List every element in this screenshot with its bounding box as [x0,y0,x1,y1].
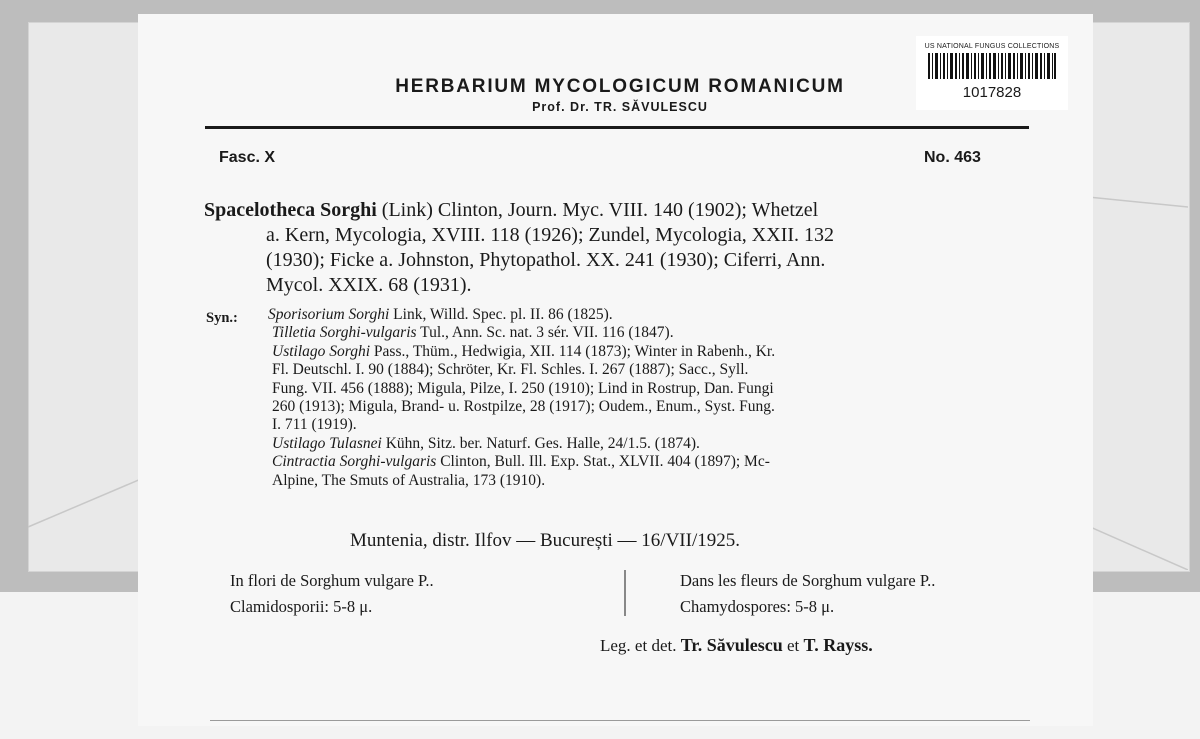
header-rule [205,126,1029,129]
fascicle-number: Fasc. X [219,149,276,166]
column-divider [624,570,626,616]
synonym-line [268,453,1038,471]
synonym-line: 260 (1913); Migula, Brand- u. Rostpilze, 28 (1917); Oudem., Enum., Syst. Fung. [272,398,775,416]
synonym-line [268,324,1038,342]
barcode-label [916,36,1068,110]
synonym-line [268,306,1038,324]
synonym-line: I. 711 (1919). [272,416,357,434]
synonym-citation: Pass., Thüm., Hedwigia, XII. 114 (1873); Winter in Rabenh., Kr. [370,342,776,360]
collectors [600,635,873,656]
collector-name: T. Rayss. [803,635,873,655]
synonym-name: Ustilago Tulasnei [272,434,382,452]
synonym-citation: Link, Willd. Spec. pl. II. 86 (1825). [389,306,613,323]
label-bottom-edge [210,720,1030,721]
barcode-number: 1017828 [962,84,1022,101]
synonym-citation: Clinton, Bull. Ill. Exp. Stat., XLVII. 404 (1897); Mc- [436,453,770,471]
collector-name: Tr. Săvulescu [680,635,783,655]
synonyms-label: Syn.: [206,310,238,326]
barcode-icon [928,53,1056,79]
synonym-line: Alpine, The Smuts of Australia, 173 (1910). [272,471,546,489]
herbarium-title: HERBARIUM MYCOLOGICUM ROMANICUM [395,76,845,97]
species-name: Spacelotheca Sorghi [204,199,377,221]
spore-size-line: Clamidosporii: 5-8 μ. [230,597,373,616]
host-line: In flori de Sorghum vulgare P.. [230,571,434,590]
species-line: Mycol. XXIX. 68 (1931). [266,274,472,296]
barcode-institution: US NATIONAL FUNGUS COLLECTIONS [924,43,1060,50]
spore-size-line: Chamydospores: 5-8 μ. [680,597,835,616]
synonym-name: Cintractia Sorghi-vulgaris [272,453,437,471]
herbarium-subtitle: Prof. Dr. TR. SĂVULESCU [532,100,708,114]
species-line: a. Kern, Mycologia, XVIII. 118 (1926); Zundel, Mycologia, XXII. 132 [266,224,835,246]
synonym-line: Fl. Deutschl. I. 90 (1884); Schröter, Kr. Fl. Schles. I. 267 (1887); Sacc., Syll. [272,361,749,379]
collectors-conj: et [782,636,804,655]
species-citation [204,198,1036,298]
synonym-name: Tilletia Sorghi-vulgaris [272,324,417,342]
species-line: (1930); Ficke a. Johnston, Phytopathol. XX. 241 (1930); Ciferri, Ann. [266,249,826,271]
species-authority: (Link) Clinton, Journ. Myc. VIII. 140 (1902); Whetzel [376,199,819,221]
host-line: Dans les fleurs de Sorghum vulgare P.. [680,571,936,590]
synonym-citation: Tul., Ann. Sc. nat. 3 sér. VII. 116 (1847). [416,324,674,342]
host-french [680,568,935,620]
synonym-name: Sporisorium Sorghi [268,306,390,323]
specimen-number: No. 463 [924,149,981,166]
synonym-name: Ustilago Sorghi [272,342,371,360]
species-line [204,198,1036,223]
host-romanian [230,568,434,620]
synonym-line [268,343,1038,361]
synonym-line: Fung. VII. 456 (1888); Migula, Pilze, I. 250 (1910); Lind in Rostrup, Dan. Fungi [272,379,774,397]
collectors-prefix: Leg. et det. [600,636,681,655]
synonyms-list [268,306,1038,490]
locality-date: Muntenia, distr. Ilfov — București — 16/VII/1925. [350,530,740,551]
synonym-line [268,435,1038,453]
synonym-citation: Kühn, Sitz. ber. Naturf. Ges. Halle, 24/1.5. (1874). [381,434,700,452]
